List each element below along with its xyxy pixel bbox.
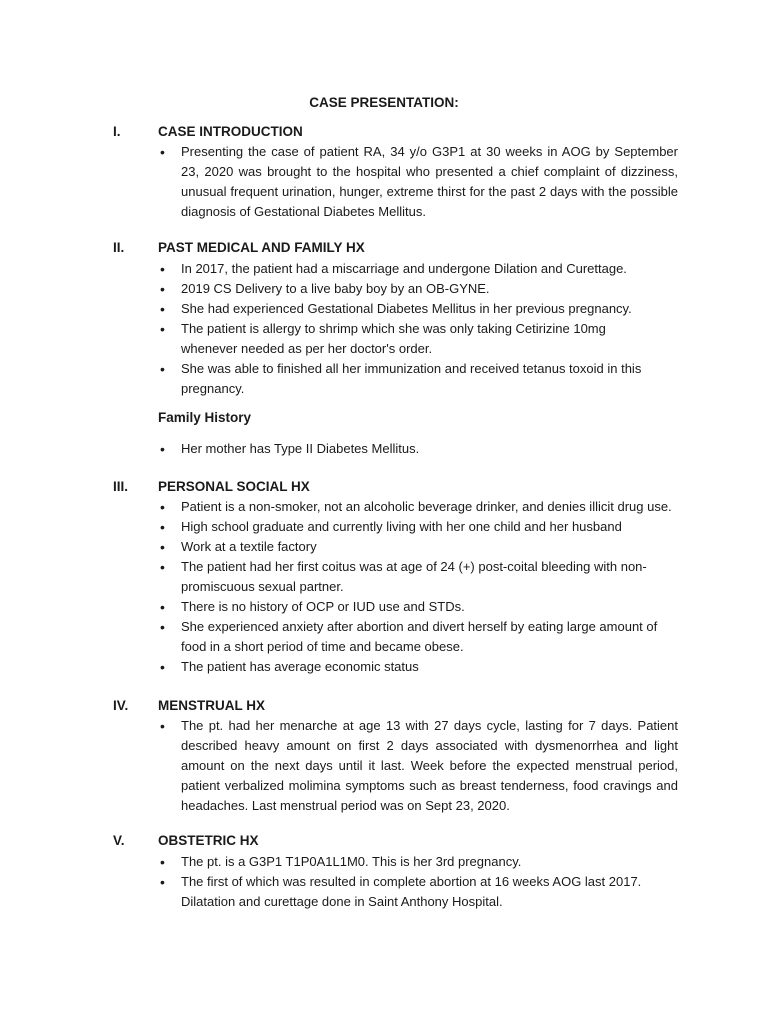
section-title: MENSTRUAL HX — [158, 698, 266, 713]
list-item: • She experienced anxiety after abortion and divert herself by eating large amount of food in a short period of time and became obese. — [158, 617, 678, 657]
list-item: • There is no history of OCP or IUD use and STDs. — [158, 597, 678, 617]
section-title: CASE INTRODUCTION — [158, 124, 303, 139]
section-heading-past-medical-family-hx — [113, 238, 365, 258]
menstrual-list — [158, 716, 678, 816]
list-item: • The pt. had her menarche at age 13 with 27 days cycle, lasting for 7 days. Patient described heavy amount on first 2 days associated with dysmenorrhea and light amount on the next days until it last. Week before the expected menstrual period, patient verbalized molimina symptoms such as breast tenderness, food cravings and headaches. Last menstrual period was on Sept 23, 2020. — [158, 716, 678, 816]
section-title: PAST MEDICAL AND FAMILY HX — [158, 240, 365, 255]
list-item: • She was able to finished all her immunization and received tetanus toxoid in this pregnancy. — [158, 359, 648, 399]
list-item: • The first of which was resulted in complete abortion at 16 weeks AOG last 2017. Dilatation and curettage done in Saint Anthony Hospital. — [158, 872, 678, 912]
list-item: • The pt. is a G3P1 T1P0A1L1M0. This is her 3rd pregnancy. — [158, 852, 678, 872]
list-item: • The patient had her first coitus was at age of 24 (+) post-coital bleeding with non-promiscuous sexual partner. — [158, 557, 678, 597]
family-history-heading: Family History — [158, 410, 252, 425]
past-medical-list — [158, 259, 648, 399]
section-heading-menstrual-hx — [113, 696, 265, 716]
section-heading-personal-social-hx — [113, 477, 310, 497]
family-history-list — [158, 439, 678, 459]
obstetric-list — [158, 852, 678, 912]
list-item: • Work at a textile factory — [158, 537, 678, 557]
section-heading-obstetric-hx — [113, 831, 259, 851]
list-item: • Presenting the case of patient RA, 34 y/o G3P1 at 30 weeks in AOG by September 23, 2020 was brought to the hospital who presented a chief complaint of dizziness, unusual frequent urination, hunger, extreme thirst for the past 2 days with the possible diagnosis of Gestational Diabetes Mellitus. — [158, 142, 678, 222]
section-title: PERSONAL SOCIAL HX — [158, 479, 310, 494]
personal-social-list — [158, 497, 678, 677]
section-title: OBSTETRIC HX — [158, 833, 259, 848]
section-numeral: III. — [113, 479, 129, 494]
section-heading-case-introduction — [113, 122, 303, 142]
list-item: • She had experienced Gestational Diabetes Mellitus in her previous pregnancy. — [158, 299, 648, 319]
section-numeral: V. — [113, 833, 125, 848]
section-numeral: IV. — [113, 698, 129, 713]
list-item: • Patient is a non-smoker, not an alcoholic beverage drinker, and denies illicit drug use. — [158, 497, 678, 517]
document-title: CASE PRESENTATION: — [309, 95, 459, 110]
list-item: • Her mother has Type II Diabetes Mellitus. — [158, 439, 678, 459]
section-numeral: I. — [113, 124, 121, 139]
list-item: • High school graduate and currently living with her one child and her husband — [158, 517, 678, 537]
case-introduction-list — [158, 142, 678, 222]
section-numeral: II. — [113, 240, 125, 255]
list-item: • 2019 CS Delivery to a live baby boy by an OB-GYNE. — [158, 279, 648, 299]
list-item: • The patient is allergy to shrimp which she was only taking Cetirizine 10mg whenever needed as per her doctor's order. — [158, 319, 648, 359]
list-item: • The patient has average economic status — [158, 657, 678, 677]
list-item: • In 2017, the patient had a miscarriage and undergone Dilation and Curettage. — [158, 259, 648, 279]
